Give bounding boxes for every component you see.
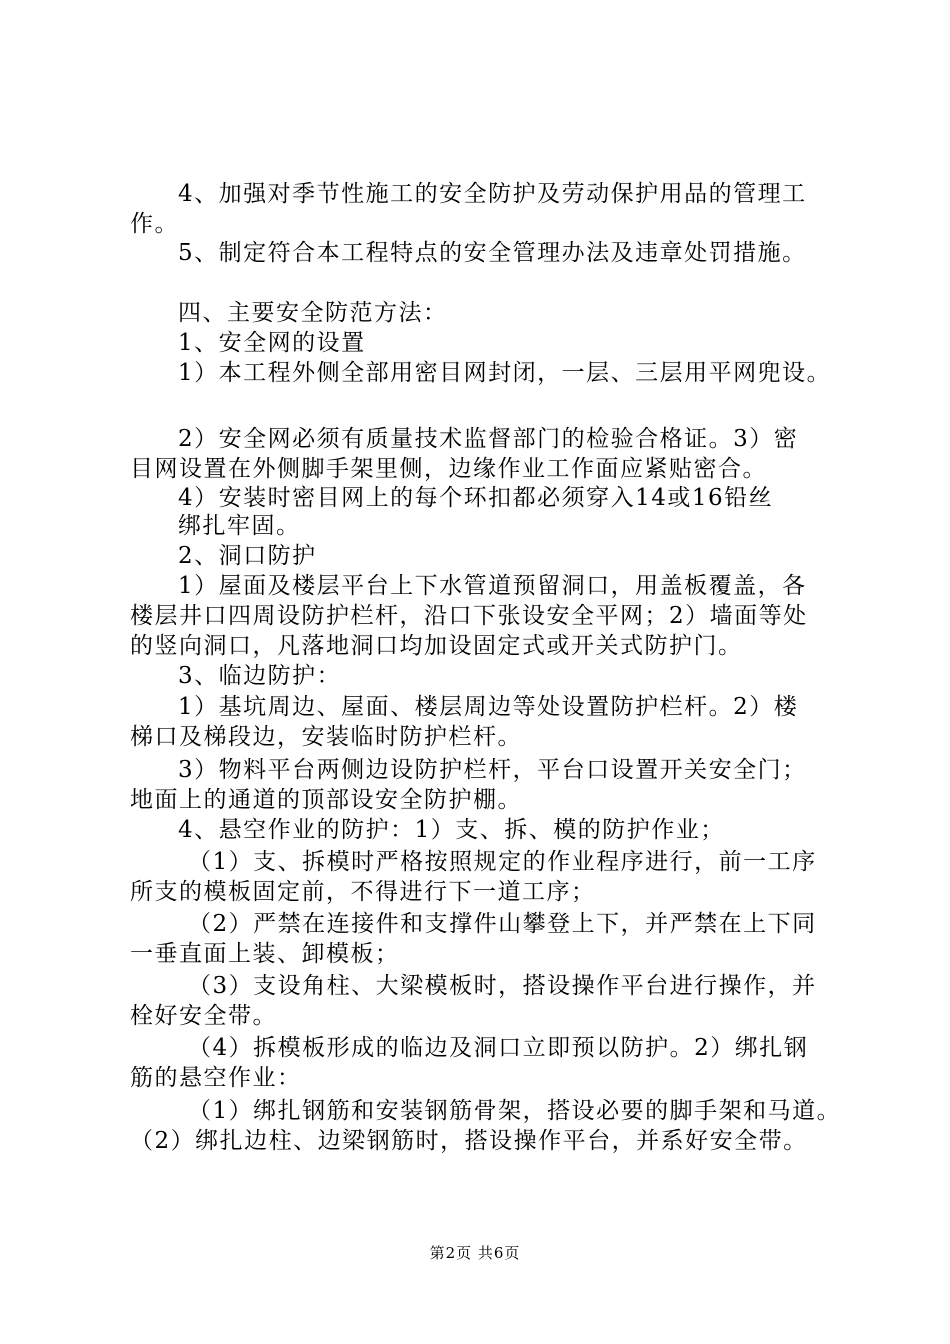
subsection-heading: 3、临边防护： bbox=[178, 663, 342, 689]
text-line: 3）物料平台两侧边设防护栏杆，平台口设置开关安全门； bbox=[178, 757, 807, 783]
text-line: 作。 bbox=[130, 211, 179, 237]
text-line: 筋的悬空作业： bbox=[130, 1065, 302, 1091]
subsection-heading: 2、洞口防护 bbox=[178, 543, 317, 569]
text-line: 所支的模板固定前，不得进行下一道工序； bbox=[130, 879, 596, 905]
text-line: 地面上的通道的顶部设安全防护棚。 bbox=[130, 787, 522, 813]
text-line: （2）绑扎边柱、边梁钢筋时，搭设操作平台，并系好安全带。 bbox=[130, 1128, 808, 1154]
text-line: 4）安装时密目网上的每个环扣都必须穿入14或16铅丝 bbox=[178, 485, 774, 511]
text-line: （1）绑扎钢筋和安装钢筋骨架，搭设必要的脚手架和马道。 bbox=[188, 1098, 842, 1124]
text-line: 4、加强对季节性施工的安全防护及劳动保护用品的管理工 bbox=[178, 181, 807, 207]
text-line: （3）支设角柱、大梁模板时，搭设操作平台进行操作，并 bbox=[188, 973, 817, 999]
text-line: 栓好安全带。 bbox=[130, 1003, 277, 1029]
text-line: 2）安全网必须有质量技术监督部门的检验合格证。3）密 bbox=[178, 426, 799, 452]
text-line: 1）屋面及楼层平台上下水管道预留洞口，用盖板覆盖，各 bbox=[178, 573, 807, 599]
text-line: 目网设置在外侧脚手架里侧，边缘作业工作面应紧贴密合。 bbox=[130, 456, 767, 482]
section-heading: 四、主要安全防范方法： bbox=[178, 300, 448, 326]
page-footer: 第2页 共6页 bbox=[429, 1244, 521, 1262]
text-line: （4）拆模板形成的临边及洞口立即预以防护。2）绑扎钢 bbox=[188, 1035, 809, 1061]
subsection-heading: 4、悬空作业的防护：1）支、拆、模的防护作业； bbox=[178, 817, 725, 843]
text-line: 1）基坑周边、屋面、楼层周边等处设置防护栏杆。2）楼 bbox=[178, 694, 799, 720]
text-line: 一垂直面上装、卸模板； bbox=[130, 941, 400, 967]
text-line: 梯口及梯段边，安装临时防护栏杆。 bbox=[130, 724, 522, 750]
text-line: 的竖向洞口，凡落地洞口均加设固定式或开关式防护门。 bbox=[130, 633, 743, 659]
text-line: 1）本工程外侧全部用密目网封闭，一层、三层用平网兜设。 bbox=[178, 360, 832, 386]
text-line: （2）严禁在连接件和支撑件山攀登上下，并严禁在上下同 bbox=[188, 911, 817, 937]
subsection-heading: 1、安全网的设置 bbox=[178, 330, 366, 356]
text-line: 楼层井口四周设防护栏杆，沿口下张设安全平网；2）墙面等处 bbox=[130, 603, 808, 629]
text-line: 5、制定符合本工程特点的安全管理办法及违章处罚措施。 bbox=[178, 240, 807, 266]
text-line: 绑扎牢固。 bbox=[178, 513, 301, 539]
text-line: （1）支、拆模时严格按照规定的作业程序进行，前一工序 bbox=[188, 849, 817, 875]
